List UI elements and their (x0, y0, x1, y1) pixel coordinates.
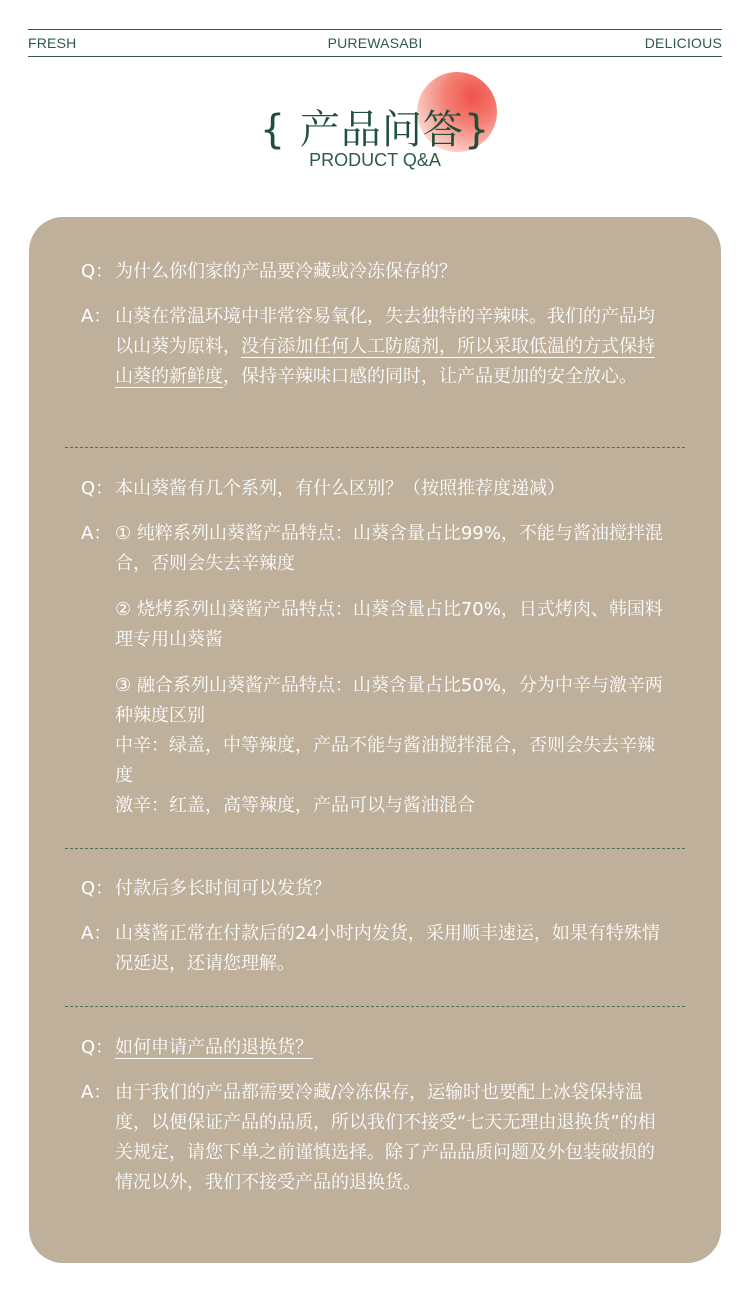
banner-right-text: DELICIOUS (644, 35, 722, 51)
question-2 (81, 474, 671, 504)
series-item-2: ② 烧烤系列山葵酱产品特点：山葵含量占比70%，日式烤肉、韩国料理专用山葵酱 (115, 599, 663, 650)
divider (65, 447, 685, 448)
question-text: 如何申请产品的退换货？ (115, 1037, 313, 1058)
question-text: 本山葵酱有几个系列，有什么区别？（按照推荐度递减） (115, 478, 565, 499)
page-title: { 产品问答} (259, 107, 491, 153)
series-item-3: ③ 融合系列山葵酱产品特点：山葵含量占比50%，分为中辛与激辛两种辣度区别 (115, 675, 663, 726)
a-tag: A： (81, 306, 112, 327)
question-text: 付款后多长时间可以发货？ (115, 878, 331, 899)
question-text: 为什么你们家的产品要冷藏或冷冻保存的？ (115, 261, 457, 282)
answer-text: 山葵酱正常在付款后的24小时内发货，采用顺丰速运，如果有特殊情况延迟，还请您理解。 (115, 923, 660, 974)
series-item-3-hot: 激辛：红盖，高等辣度，产品可以与酱油混合 (115, 795, 475, 816)
a-tag: A： (81, 1082, 112, 1103)
answer-3 (81, 919, 671, 979)
q-tag: Q： (81, 1037, 114, 1058)
series-item-1: ① 纯粹系列山葵酱产品特点：山葵含量占比99%，不能与酱油搅拌混合，否则会失去辛辣度 (115, 523, 663, 574)
banner-middle-text: PUREWASABI (327, 35, 423, 51)
divider (65, 1006, 685, 1007)
series-item-3-mid: 中辛：绿盖，中等辣度，产品不能与酱油搅拌混合，否则会失去辛辣度 (115, 735, 655, 786)
answer-1 (81, 302, 671, 392)
banner-left-text: FRESH (28, 35, 77, 51)
qa-card (29, 217, 721, 1263)
question-1 (81, 257, 671, 287)
q-tag: Q： (81, 478, 114, 499)
answer-text: 山葵在常温环境中非常容易氧化，失去独特的辛辣味。我们的产品均以山葵为原料， (115, 306, 655, 357)
answer-underlined-text: 没有添加任何人工防腐剂，所以采取低温的方式保持山葵的新鲜度 (115, 336, 655, 387)
divider (65, 848, 685, 849)
a-tag: A： (81, 923, 112, 944)
section-title (0, 70, 750, 180)
q-tag: Q： (81, 878, 114, 899)
answer-text: ，保持辛辣味口感的同时，让产品更加的安全放心。 (223, 366, 637, 387)
a-tag: A： (81, 523, 112, 544)
page-subtitle: PRODUCT Q&A (309, 150, 441, 170)
q-tag: Q： (81, 261, 114, 282)
answer-4 (81, 1078, 671, 1198)
question-4 (81, 1033, 671, 1063)
answer-text: 由于我们的产品都需要冷藏/冷冻保存，运输时也要配上冰袋保持温度，以便保证产品的品质，所以我们不接受“七天无理由退换货”的相关规定，请您下单之前谨慎选择。除了产品品质问题及外包装破损的情况以外，我们不接受产品的退换货。 (115, 1082, 656, 1193)
question-3 (81, 874, 671, 904)
top-banner (28, 29, 722, 57)
answer-2 (81, 519, 671, 821)
